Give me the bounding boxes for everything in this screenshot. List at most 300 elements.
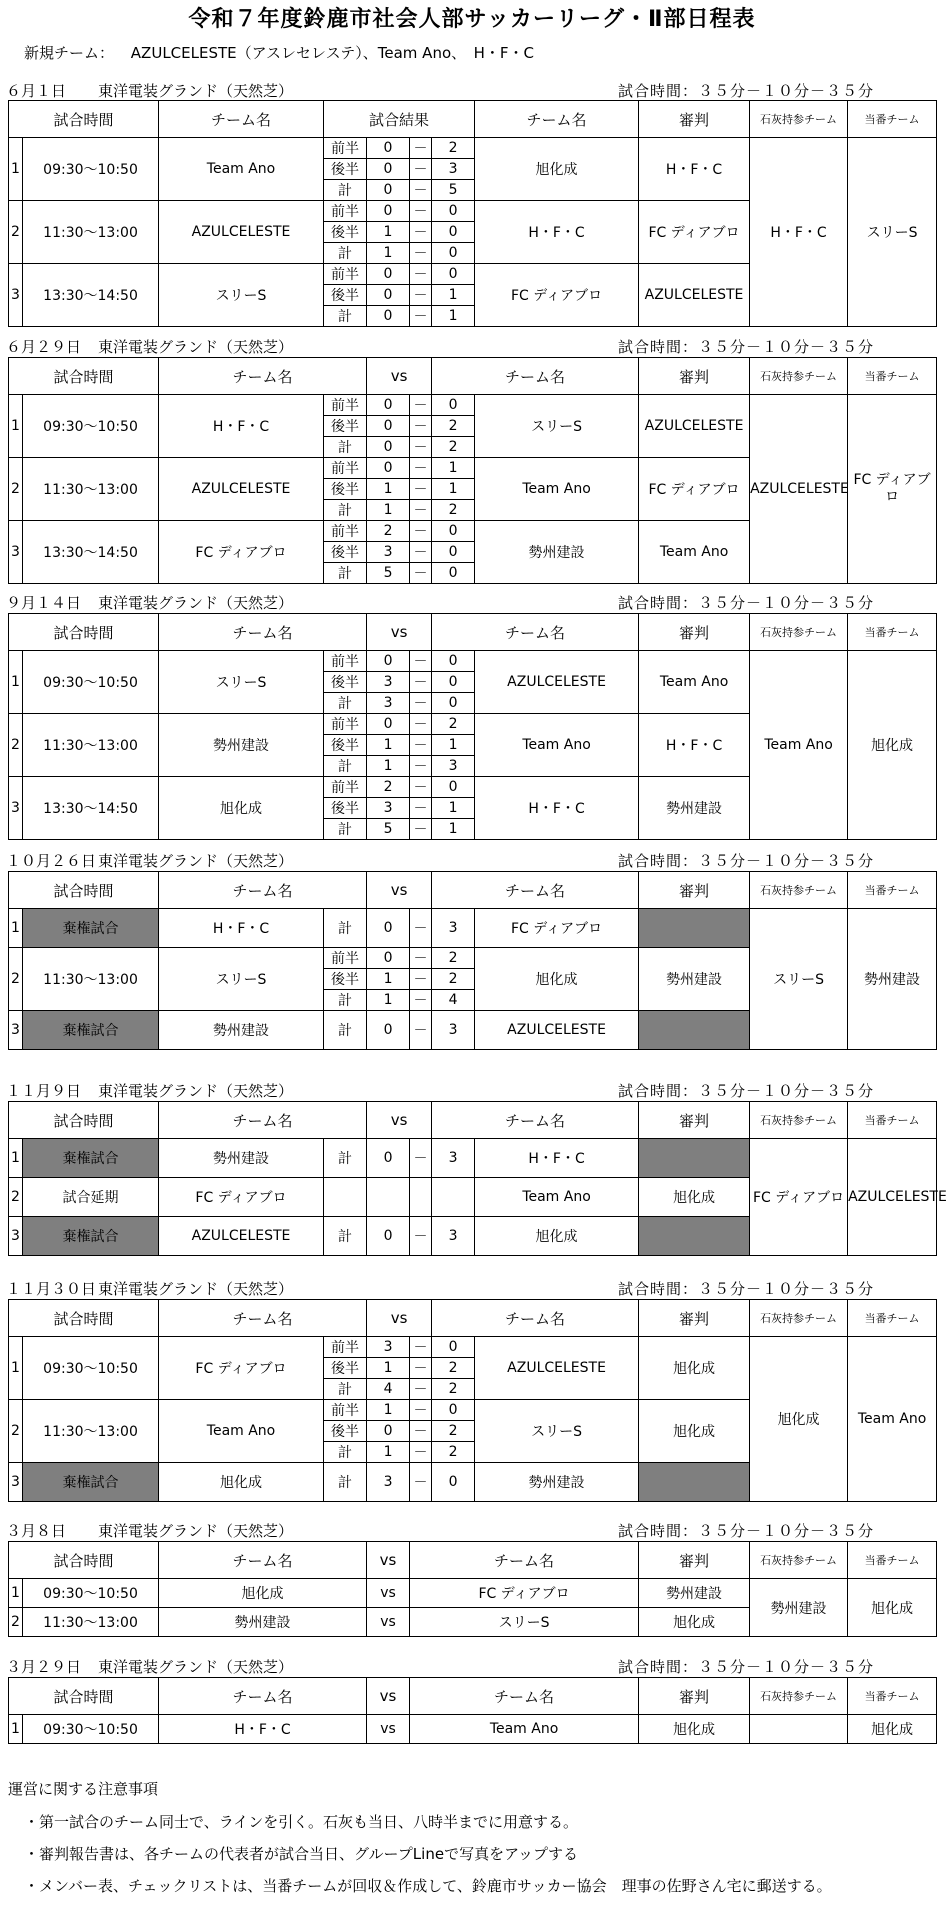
header-team: チーム名 (159, 872, 367, 909)
home-score: 3 (367, 672, 410, 693)
header-lime-team: 石灰持参チーム (750, 358, 848, 395)
referee: 勢州建設 (639, 777, 750, 840)
score-dash: － (410, 693, 432, 714)
home-score: 0 (367, 458, 410, 479)
score-dash: － (410, 672, 432, 693)
home-score: 2 (367, 521, 410, 542)
score-dash: － (410, 243, 432, 264)
score-empty (324, 1178, 367, 1217)
score-dash: － (410, 948, 432, 969)
home-score: 0 (367, 180, 410, 201)
note-item: ・審判報告書は、各チームの代表者が試合当日、グループLineで写真をアップする (24, 1845, 579, 1863)
section-venue: 東洋電装グランド（天然芝） (98, 852, 294, 870)
section-venue: 東洋電装グランド（天然芝） (98, 82, 294, 100)
half-label: 後半 (324, 542, 367, 563)
away-score: 4 (432, 990, 475, 1011)
half-label: 後半 (324, 159, 367, 180)
half-label: 後半 (324, 798, 367, 819)
vs-label: vs (367, 1608, 410, 1637)
home-score: 0 (367, 714, 410, 735)
header-vs: vs (367, 872, 432, 909)
score-dash: － (410, 542, 432, 563)
score-dash: － (410, 458, 432, 479)
schedule-table (8, 1677, 937, 1744)
match-number: 1 (9, 1579, 23, 1608)
away-score: 0 (432, 264, 475, 285)
half-label: 計 (324, 693, 367, 714)
away-score: 1 (432, 798, 475, 819)
referee: FC ディアブロ (639, 201, 750, 264)
section-venue: 東洋電装グランド（天然芝） (98, 1280, 294, 1298)
half-label: 後半 (324, 969, 367, 990)
half-label: 計 (324, 1217, 367, 1256)
home-team: AZULCELESTE (159, 1217, 324, 1256)
forfeit-label: 棄権試合 (23, 909, 159, 948)
home-team: 勢州建設 (159, 1011, 324, 1050)
away-team: Team Ano (475, 714, 639, 777)
away-team: 旭化成 (475, 138, 639, 201)
match-number: 2 (9, 201, 23, 264)
lime-team: Team Ano (750, 651, 848, 840)
half-label: 後半 (324, 416, 367, 437)
section-header (6, 1518, 938, 1542)
away-score: 0 (432, 222, 475, 243)
half-label: 計 (324, 437, 367, 458)
home-score: 0 (367, 948, 410, 969)
match-time: 09:30～10:50 (23, 651, 159, 714)
score-dash: － (410, 1139, 432, 1178)
header-team: チーム名 (159, 1300, 367, 1337)
away-team: AZULCELESTE (475, 1011, 639, 1050)
header-lime-team: 石灰持参チーム (750, 1300, 848, 1337)
score-dash: － (410, 306, 432, 327)
header-team: チーム名 (410, 1542, 639, 1579)
home-score: 4 (367, 1379, 410, 1400)
score-dash: － (410, 1011, 432, 1050)
away-score: 2 (432, 1442, 475, 1463)
section-match-time: 試合時間：３５分－１０分－３５分 (618, 82, 875, 100)
section-match-time: 試合時間：３５分－１０分－３５分 (618, 852, 875, 870)
home-score: 0 (367, 159, 410, 180)
section-header (6, 590, 938, 614)
lime-team-empty (750, 1715, 848, 1744)
header-team: チーム名 (159, 101, 324, 138)
home-score: 1 (367, 735, 410, 756)
half-label: 計 (324, 909, 367, 948)
header-team: チーム名 (432, 358, 639, 395)
forfeit-label: 棄権試合 (23, 1217, 159, 1256)
home-team: Team Ano (159, 1400, 324, 1463)
home-score: 0 (367, 909, 410, 948)
away-score: 1 (432, 479, 475, 500)
section-date: ６月２９日 (6, 338, 82, 356)
header-result: 試合結果 (324, 101, 475, 138)
half-label: 計 (324, 1442, 367, 1463)
score-dash: － (410, 1442, 432, 1463)
away-score: 0 (432, 672, 475, 693)
header-lime-team: 石灰持参チーム (750, 872, 848, 909)
away-team: FC ディアブロ (410, 1579, 639, 1608)
score-dash: － (410, 1421, 432, 1442)
score-dash: － (410, 521, 432, 542)
away-score: 0 (432, 563, 475, 584)
away-score: 0 (432, 651, 475, 672)
header-duty-team: 当番チーム (848, 358, 937, 395)
home-score: 1 (367, 1442, 410, 1463)
header-vs: vs (367, 1678, 410, 1715)
header-duty-team: 当番チーム (848, 101, 937, 138)
away-team: FC ディアブロ (475, 909, 639, 948)
section-date: ６月１日 (6, 82, 67, 100)
referee: 旭化成 (639, 1178, 750, 1217)
away-score: 1 (432, 735, 475, 756)
header-team: チーム名 (159, 1678, 367, 1715)
away-team: Team Ano (475, 458, 639, 521)
referee-empty (639, 1139, 750, 1178)
home-score: 1 (367, 756, 410, 777)
vs-label: vs (367, 1579, 410, 1608)
away-score: 2 (432, 500, 475, 521)
home-score: 2 (367, 777, 410, 798)
half-label: 計 (324, 306, 367, 327)
header-referee: 審判 (639, 101, 750, 138)
referee: 旭化成 (639, 1337, 750, 1400)
match-number: 3 (9, 1217, 23, 1256)
home-score: 0 (367, 416, 410, 437)
home-team: 旭化成 (159, 1579, 367, 1608)
score-dash: － (410, 777, 432, 798)
match-time: 09:30～10:50 (23, 138, 159, 201)
away-score: 0 (432, 1463, 475, 1502)
score-empty (367, 1178, 410, 1217)
header-duty-team: 当番チーム (848, 872, 937, 909)
home-team: H・F・C (159, 909, 324, 948)
match-number: 2 (9, 1178, 23, 1217)
half-label: 計 (324, 1379, 367, 1400)
home-score: 0 (367, 285, 410, 306)
score-dash: － (410, 651, 432, 672)
away-score: 0 (432, 777, 475, 798)
home-score: 1 (367, 500, 410, 521)
match-time: 11:30～13:00 (23, 714, 159, 777)
referee: 旭化成 (639, 1400, 750, 1463)
half-label: 前半 (324, 651, 367, 672)
header-referee: 審判 (639, 1678, 750, 1715)
away-team: 勢州建設 (475, 521, 639, 584)
schedule-table (8, 357, 937, 584)
half-label: 前半 (324, 521, 367, 542)
away-score: 3 (432, 909, 475, 948)
duty-team: スリーS (848, 138, 937, 327)
away-team: AZULCELESTE (475, 651, 639, 714)
score-dash: － (410, 479, 432, 500)
away-team: AZULCELESTE (475, 1337, 639, 1400)
away-score: 2 (432, 948, 475, 969)
score-dash: － (410, 437, 432, 458)
away-team: 旭化成 (475, 948, 639, 1011)
score-dash: － (410, 1358, 432, 1379)
half-label: 前半 (324, 138, 367, 159)
half-label: 前半 (324, 948, 367, 969)
away-team: H・F・C (475, 777, 639, 840)
score-dash: － (410, 138, 432, 159)
score-dash: － (410, 1463, 432, 1502)
home-score: 0 (367, 306, 410, 327)
home-score: 3 (367, 798, 410, 819)
away-score: 2 (432, 1379, 475, 1400)
score-dash: － (410, 798, 432, 819)
match-number: 3 (9, 521, 23, 584)
header-time: 試合時間 (9, 101, 159, 138)
lime-team: 勢州建設 (750, 1579, 848, 1637)
header-time: 試合時間 (9, 1542, 159, 1579)
home-team: H・F・C (159, 395, 324, 458)
home-score: 3 (367, 693, 410, 714)
match-time: 11:30～13:00 (23, 1608, 159, 1637)
match-number: 2 (9, 714, 23, 777)
away-score: 3 (432, 756, 475, 777)
header-team: チーム名 (475, 101, 639, 138)
referee: Team Ano (639, 521, 750, 584)
match-time: 11:30～13:00 (23, 1400, 159, 1463)
header-vs: vs (367, 1102, 432, 1139)
header-time: 試合時間 (9, 1300, 159, 1337)
home-score: 0 (367, 1421, 410, 1442)
half-label: 前半 (324, 395, 367, 416)
referee: H・F・C (639, 714, 750, 777)
half-label: 前半 (324, 714, 367, 735)
match-number: 3 (9, 1011, 23, 1050)
header-team: チーム名 (159, 1542, 367, 1579)
header-duty-team: 当番チーム (848, 1678, 937, 1715)
section-header (6, 334, 938, 358)
match-number: 1 (9, 909, 23, 948)
header-duty-team: 当番チーム (848, 1102, 937, 1139)
away-score: 0 (432, 542, 475, 563)
section-date: ３月８日 (6, 1522, 67, 1540)
home-team: AZULCELESTE (159, 458, 324, 521)
half-label: 計 (324, 990, 367, 1011)
forfeit-label: 棄権試合 (23, 1011, 159, 1050)
half-label: 計 (324, 500, 367, 521)
section-date: ３月２９日 (6, 1658, 82, 1676)
referee: FC ディアブロ (639, 458, 750, 521)
half-label: 計 (324, 1139, 367, 1178)
score-dash: － (410, 909, 432, 948)
match-number: 2 (9, 1608, 23, 1637)
home-team: Team Ano (159, 138, 324, 201)
score-dash: － (410, 563, 432, 584)
home-team: H・F・C (159, 1715, 367, 1744)
header-lime-team: 石灰持参チーム (750, 1542, 848, 1579)
score-dash: － (410, 222, 432, 243)
section-header (6, 1078, 938, 1102)
header-team: チーム名 (432, 872, 639, 909)
referee-empty (639, 909, 750, 948)
home-team: FC ディアブロ (159, 521, 324, 584)
header-lime-team: 石灰持参チーム (750, 1678, 848, 1715)
away-team: H・F・C (475, 1139, 639, 1178)
section-date: １０月２６日 (6, 852, 97, 870)
away-score: 0 (432, 395, 475, 416)
half-label: 後半 (324, 285, 367, 306)
away-team: 勢州建設 (475, 1463, 639, 1502)
score-dash: － (410, 159, 432, 180)
home-score: 3 (367, 542, 410, 563)
home-score: 0 (367, 264, 410, 285)
home-score: 1 (367, 1358, 410, 1379)
away-score: 1 (432, 819, 475, 840)
header-time: 試合時間 (9, 1678, 159, 1715)
header-team: チーム名 (159, 1102, 367, 1139)
home-team: AZULCELESTE (159, 201, 324, 264)
half-label: 後半 (324, 479, 367, 500)
match-number: 1 (9, 138, 23, 201)
section-match-time: 試合時間：３５分－１０分－３５分 (618, 1082, 875, 1100)
section-header (6, 78, 938, 102)
away-score: 3 (432, 1217, 475, 1256)
match-number: 2 (9, 458, 23, 521)
section-venue: 東洋電装グランド（天然芝） (98, 1082, 294, 1100)
referee: 旭化成 (639, 1608, 750, 1637)
home-score: 0 (367, 1217, 410, 1256)
section-date: １１月９日 (6, 1082, 82, 1100)
section-venue: 東洋電装グランド（天然芝） (98, 338, 294, 356)
match-time: 13:30～14:50 (23, 777, 159, 840)
section-venue: 東洋電装グランド（天然芝） (98, 594, 294, 612)
section-match-time: 試合時間：３５分－１０分－３５分 (618, 338, 875, 356)
half-label: 後半 (324, 1358, 367, 1379)
away-score: 3 (432, 1139, 475, 1178)
schedule-table (8, 1101, 947, 1256)
away-team: スリーS (410, 1608, 639, 1637)
lime-team: H・F・C (750, 138, 848, 327)
header-duty-team: 当番チーム (848, 1542, 937, 1579)
home-score: 5 (367, 819, 410, 840)
lime-team: AZULCELESTE (750, 395, 848, 584)
match-number: 1 (9, 1715, 23, 1744)
away-team: 旭化成 (475, 1217, 639, 1256)
match-number: 1 (9, 1139, 23, 1178)
away-score: 3 (432, 159, 475, 180)
away-score: 0 (432, 693, 475, 714)
header-time: 試合時間 (9, 358, 159, 395)
section-header (6, 848, 938, 872)
schedule-table (8, 871, 937, 1050)
header-team: チーム名 (410, 1678, 639, 1715)
page-title: 令和７年度鈴鹿市社会人部サッカーリーグ・Ⅱ部日程表 (188, 7, 756, 32)
referee: 旭化成 (639, 1715, 750, 1744)
section-match-time: 試合時間：３５分－１０分－３５分 (618, 1522, 875, 1540)
referee: 勢州建設 (639, 948, 750, 1011)
header-lime-team: 石灰持参チーム (750, 614, 848, 651)
half-label: 前半 (324, 1337, 367, 1358)
header-time: 試合時間 (9, 872, 159, 909)
lime-team: スリーS (750, 909, 848, 1050)
section-match-time: 試合時間：３５分－１０分－３５分 (618, 594, 875, 612)
score-dash: － (410, 1400, 432, 1421)
home-team: 旭化成 (159, 1463, 324, 1502)
duty-team: AZULCELESTE (848, 1139, 937, 1256)
schedule-table (8, 100, 937, 327)
match-time: 11:30～13:00 (23, 948, 159, 1011)
section-header (6, 1654, 938, 1678)
duty-team: 勢州建設 (848, 909, 937, 1050)
away-score: 2 (432, 714, 475, 735)
header-referee: 審判 (639, 358, 750, 395)
away-score: 1 (432, 458, 475, 479)
section-venue: 東洋電装グランド（天然芝） (98, 1522, 294, 1540)
score-empty (432, 1178, 475, 1217)
away-score: 1 (432, 285, 475, 306)
match-time: 11:30～13:00 (23, 201, 159, 264)
match-number: 3 (9, 777, 23, 840)
away-score: 2 (432, 437, 475, 458)
home-score: 0 (367, 138, 410, 159)
home-score: 1 (367, 479, 410, 500)
home-score: 0 (367, 651, 410, 672)
score-dash: － (410, 714, 432, 735)
home-team: FC ディアブロ (159, 1178, 324, 1217)
away-score: 5 (432, 180, 475, 201)
header-referee: 審判 (639, 1300, 750, 1337)
note-item: ・メンバー表、チェックリストは、当番チームが回収＆作成して、鈴鹿市サッカー協会 理事の佐野さん宅に郵送する。 (24, 1877, 832, 1895)
away-score: 2 (432, 1421, 475, 1442)
match-time: 試合延期 (23, 1178, 159, 1217)
score-dash: － (410, 1217, 432, 1256)
half-label: 計 (324, 756, 367, 777)
away-score: 2 (432, 138, 475, 159)
home-score: 0 (367, 1011, 410, 1050)
half-label: 前半 (324, 777, 367, 798)
match-time: 11:30～13:00 (23, 458, 159, 521)
match-time: 09:30～10:50 (23, 1579, 159, 1608)
away-score: 2 (432, 416, 475, 437)
header-time: 試合時間 (9, 1102, 159, 1139)
schedule-table (8, 613, 937, 840)
home-score: 0 (367, 395, 410, 416)
header-team: チーム名 (432, 1300, 639, 1337)
home-team: スリーS (159, 651, 324, 714)
section-header (6, 1276, 938, 1300)
away-score: 2 (432, 1358, 475, 1379)
away-score: 0 (432, 201, 475, 222)
match-number: 1 (9, 395, 23, 458)
away-score: 0 (432, 1400, 475, 1421)
score-dash: － (410, 180, 432, 201)
half-label: 計 (324, 819, 367, 840)
home-score: 0 (367, 1139, 410, 1178)
away-team: FC ディアブロ (475, 264, 639, 327)
match-number: 2 (9, 1400, 23, 1463)
half-label: 後半 (324, 222, 367, 243)
score-dash: － (410, 395, 432, 416)
home-score: 3 (367, 1337, 410, 1358)
match-number: 1 (9, 1337, 23, 1400)
home-score: 3 (367, 1463, 410, 1502)
header-vs: vs (367, 1300, 432, 1337)
match-number: 3 (9, 1463, 23, 1502)
forfeit-label: 棄権試合 (23, 1463, 159, 1502)
score-empty (410, 1178, 432, 1217)
header-referee: 審判 (639, 1542, 750, 1579)
score-dash: － (410, 819, 432, 840)
match-time: 09:30～10:50 (23, 1337, 159, 1400)
score-dash: － (410, 416, 432, 437)
half-label: 前半 (324, 264, 367, 285)
away-score: 0 (432, 1337, 475, 1358)
away-team: スリーS (475, 395, 639, 458)
